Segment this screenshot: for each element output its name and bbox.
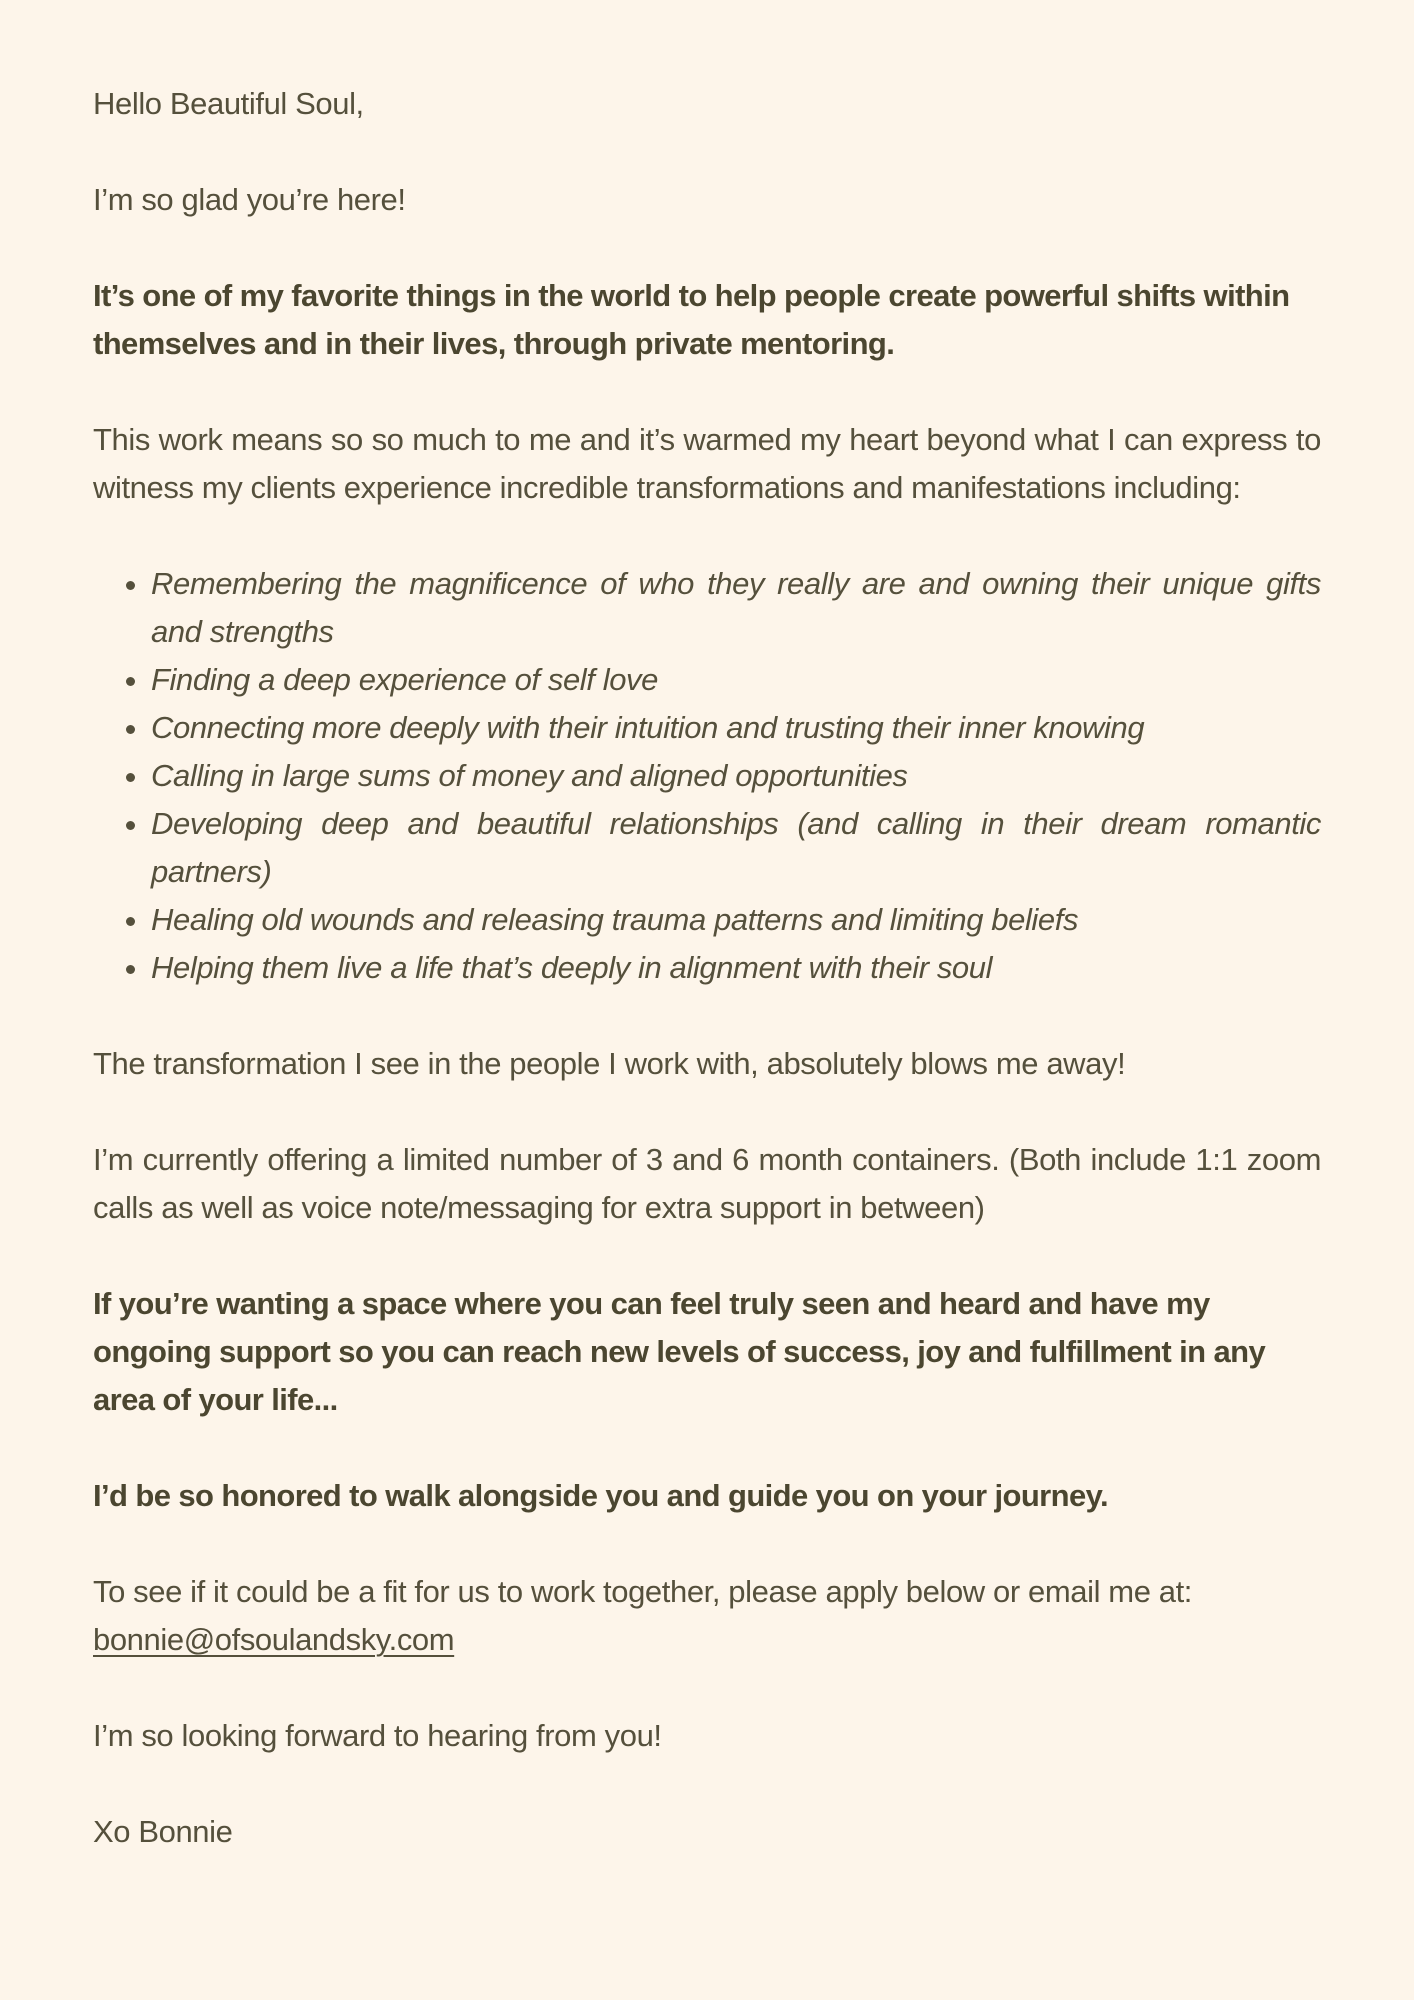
signoff: Xo Bonnie — [93, 1814, 233, 1849]
email-link[interactable]: bonnie@ofsoulandsky.com — [93, 1622, 455, 1657]
list-item: • Developing deep and beautiful relationships (and calling in their dream romantic partners) — [151, 800, 1321, 896]
list-item: • Finding a deep experience of self love — [151, 656, 1321, 704]
bold-wanting: If you’re wanting a space where you can feel truly seen and heard and have my ongoing support so you can reach new levels of success, joy and fulfillment in any area of your life... — [93, 1286, 1266, 1417]
paragraph-apply — [93, 1568, 1321, 1664]
list-item: • Connecting more deeply with their intuition and trusting their inner knowing — [151, 704, 1321, 752]
closing-line: I’m so looking forward to hearing from you! — [93, 1718, 662, 1753]
intro-line: I’m so glad you’re here! — [93, 182, 406, 217]
greeting: Hello Beautiful Soul, — [93, 86, 364, 121]
list-item: • Remembering the magnificence of who they really are and owning their unique gifts and strengths — [151, 560, 1321, 656]
list-item: • Healing old wounds and releasing trauma patterns and limiting beliefs — [151, 896, 1321, 944]
transformations-list — [93, 560, 1321, 992]
paragraph-blows: The transformation I see in the people I work with, absolutely blows me away! — [93, 1046, 1126, 1081]
apply-text: To see if it could be a fit for us to work together, please apply below or email me at: — [93, 1574, 1193, 1609]
paragraph-offer: I’m currently offering a limited number of 3 and 6 month containers. (Both include 1:1 zoom calls as well as voice note/messaging for extra support in between) — [93, 1142, 1321, 1225]
paragraph-work: This work means so so much to me and it’s warmed my heart beyond what I can express to witness my clients experience incredible transformations and manifestations including: — [93, 422, 1321, 505]
headline: It’s one of my favorite things in the world to help people create powerful shifts within themselves and in their lives, through private mentoring. — [93, 278, 1290, 361]
list-item: • Helping them live a life that’s deeply in alignment with their soul — [151, 944, 1321, 992]
list-item: • Calling in large sums of money and aligned opportunities — [151, 752, 1321, 800]
bold-honored: I’d be so honored to walk alongside you and guide you on your journey. — [93, 1478, 1108, 1513]
